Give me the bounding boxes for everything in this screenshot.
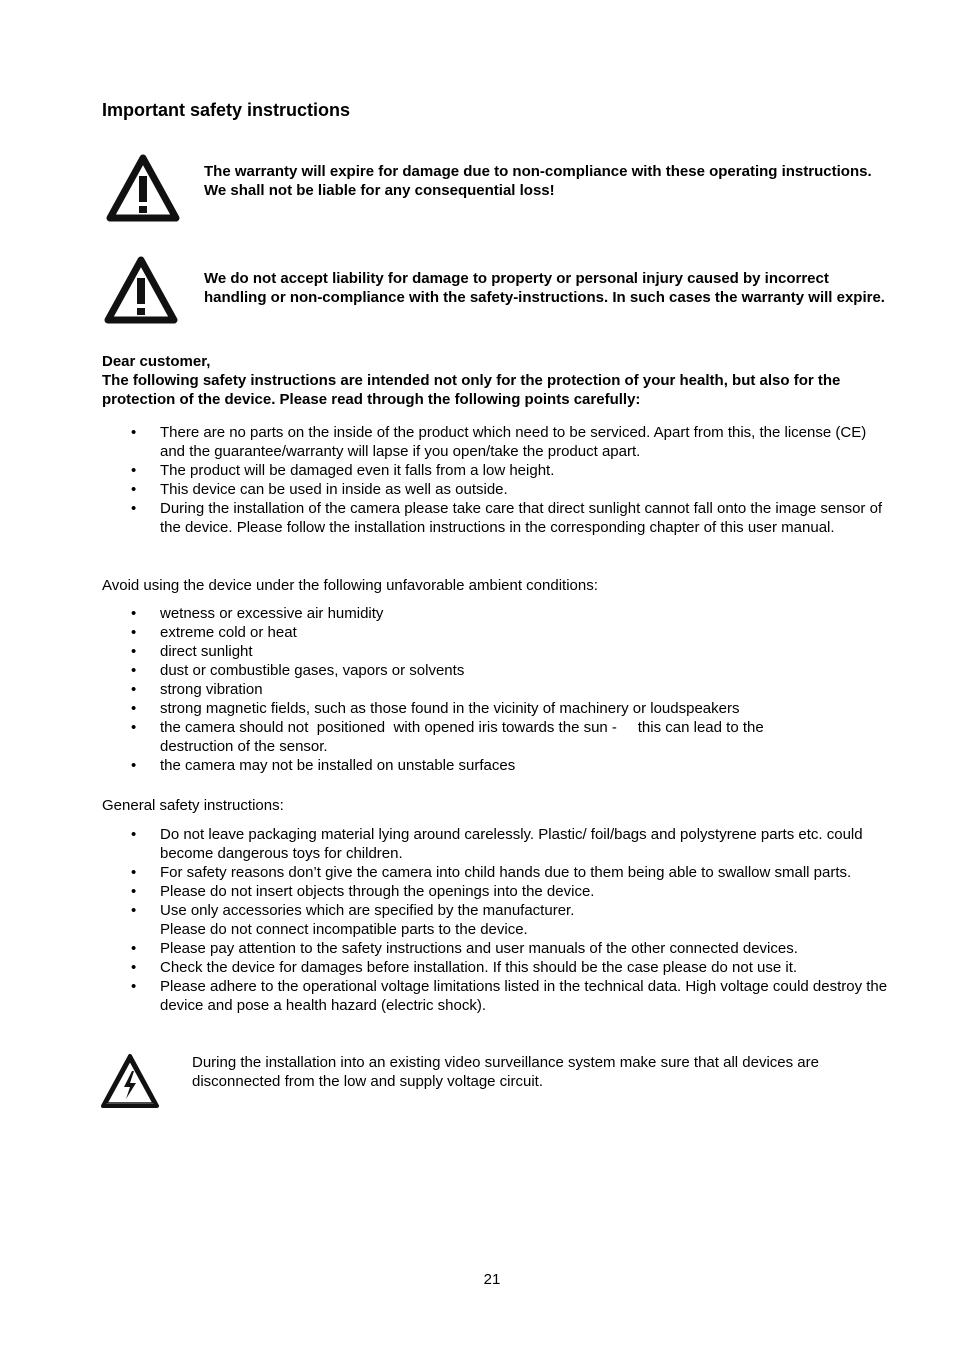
page-heading: Important safety instructions bbox=[102, 100, 351, 120]
warning-triangle-icon bbox=[106, 154, 180, 222]
ambient-conditions-list bbox=[102, 604, 822, 775]
list-item: • Do not leave packaging material lying around carelessly. Plastic/ foil/bags and polystyrene parts etc. could become dangerous toys for children. bbox=[102, 825, 892, 863]
list-item: • Check the device for damages before installation. If this should be the case please do not use it. bbox=[102, 958, 892, 977]
list-item: • During the installation of the camera please take care that direct sunlight cannot fall onto the image sensor of the device. Please follow the installation instructions in the corresponding chapter of this user manual. bbox=[102, 499, 892, 537]
list-item: • extreme cold or heat bbox=[102, 623, 822, 642]
greeting: Dear customer, bbox=[102, 353, 211, 370]
list-item: • Please adhere to the operational voltage limitations listed in the technical data. High voltage could destroy the device and pose a health hazard (electric shock). bbox=[102, 977, 892, 1015]
list-item: • Use only accessories which are specified by the manufacturer. Please do not connect incompatible parts to the device. bbox=[102, 901, 892, 939]
general-safety-list bbox=[102, 825, 892, 1015]
general-points-list bbox=[102, 423, 892, 537]
list-item: • direct sunlight bbox=[102, 642, 822, 661]
list-item: • wetness or excessive air humidity bbox=[102, 604, 822, 623]
list-item: • For safety reasons don’t give the camera into child hands due to them being able to swallow small parts. bbox=[102, 863, 892, 882]
list-item: • The product will be damaged even it falls from a low height. bbox=[102, 461, 892, 480]
list-item: • strong magnetic fields, such as those found in the vicinity of machinery or loudspeakers bbox=[102, 699, 822, 718]
list-item: • This device can be used in inside as well as outside. bbox=[102, 480, 892, 499]
high-voltage-icon bbox=[100, 1053, 160, 1109]
intro-text: The following safety instructions are intended not only for the protection of your health, but also for the protection of the device. Please read through the following points carefully: bbox=[102, 372, 841, 408]
list-item: • dust or combustible gases, vapors or solvents bbox=[102, 661, 822, 680]
list-item: • the camera should not positioned with opened iris towards the sun - this can lead to the destruction of the sensor. bbox=[102, 718, 820, 756]
list-item: • Please pay attention to the safety instructions and user manuals of the other connected devices. bbox=[102, 939, 892, 958]
ambient-heading: Avoid using the device under the following unfavorable ambient conditions: bbox=[102, 577, 598, 594]
warning-text-warranty: The warranty will expire for damage due to non-compliance with these operating instructions. We shall not be liable for any consequential loss! bbox=[204, 163, 872, 199]
page-number: 21 bbox=[483, 1271, 501, 1288]
list-item: • There are no parts on the inside of the product which need to be serviced. Apart from this, the license (CE) and the guarantee/warranty will lapse if you open/take the product apart. bbox=[102, 423, 892, 461]
list-item: • strong vibration bbox=[102, 680, 822, 699]
general-safety-heading: General safety instructions: bbox=[102, 797, 284, 814]
list-item: • the camera may not be installed on unstable surfaces bbox=[102, 756, 822, 775]
voltage-warning-text: During the installation into an existing video surveillance system make sure that all devices are disconnected from the low and supply voltage circuit. bbox=[192, 1054, 819, 1090]
warning-text-liability: We do not accept liability for damage to property or personal injury caused by incorrect handling or non-compliance with the safety-instructions. In such cases the warranty will expire. bbox=[204, 270, 885, 306]
list-item: • Please do not insert objects through the openings into the device. bbox=[102, 882, 892, 901]
warning-triangle-icon bbox=[104, 256, 178, 324]
